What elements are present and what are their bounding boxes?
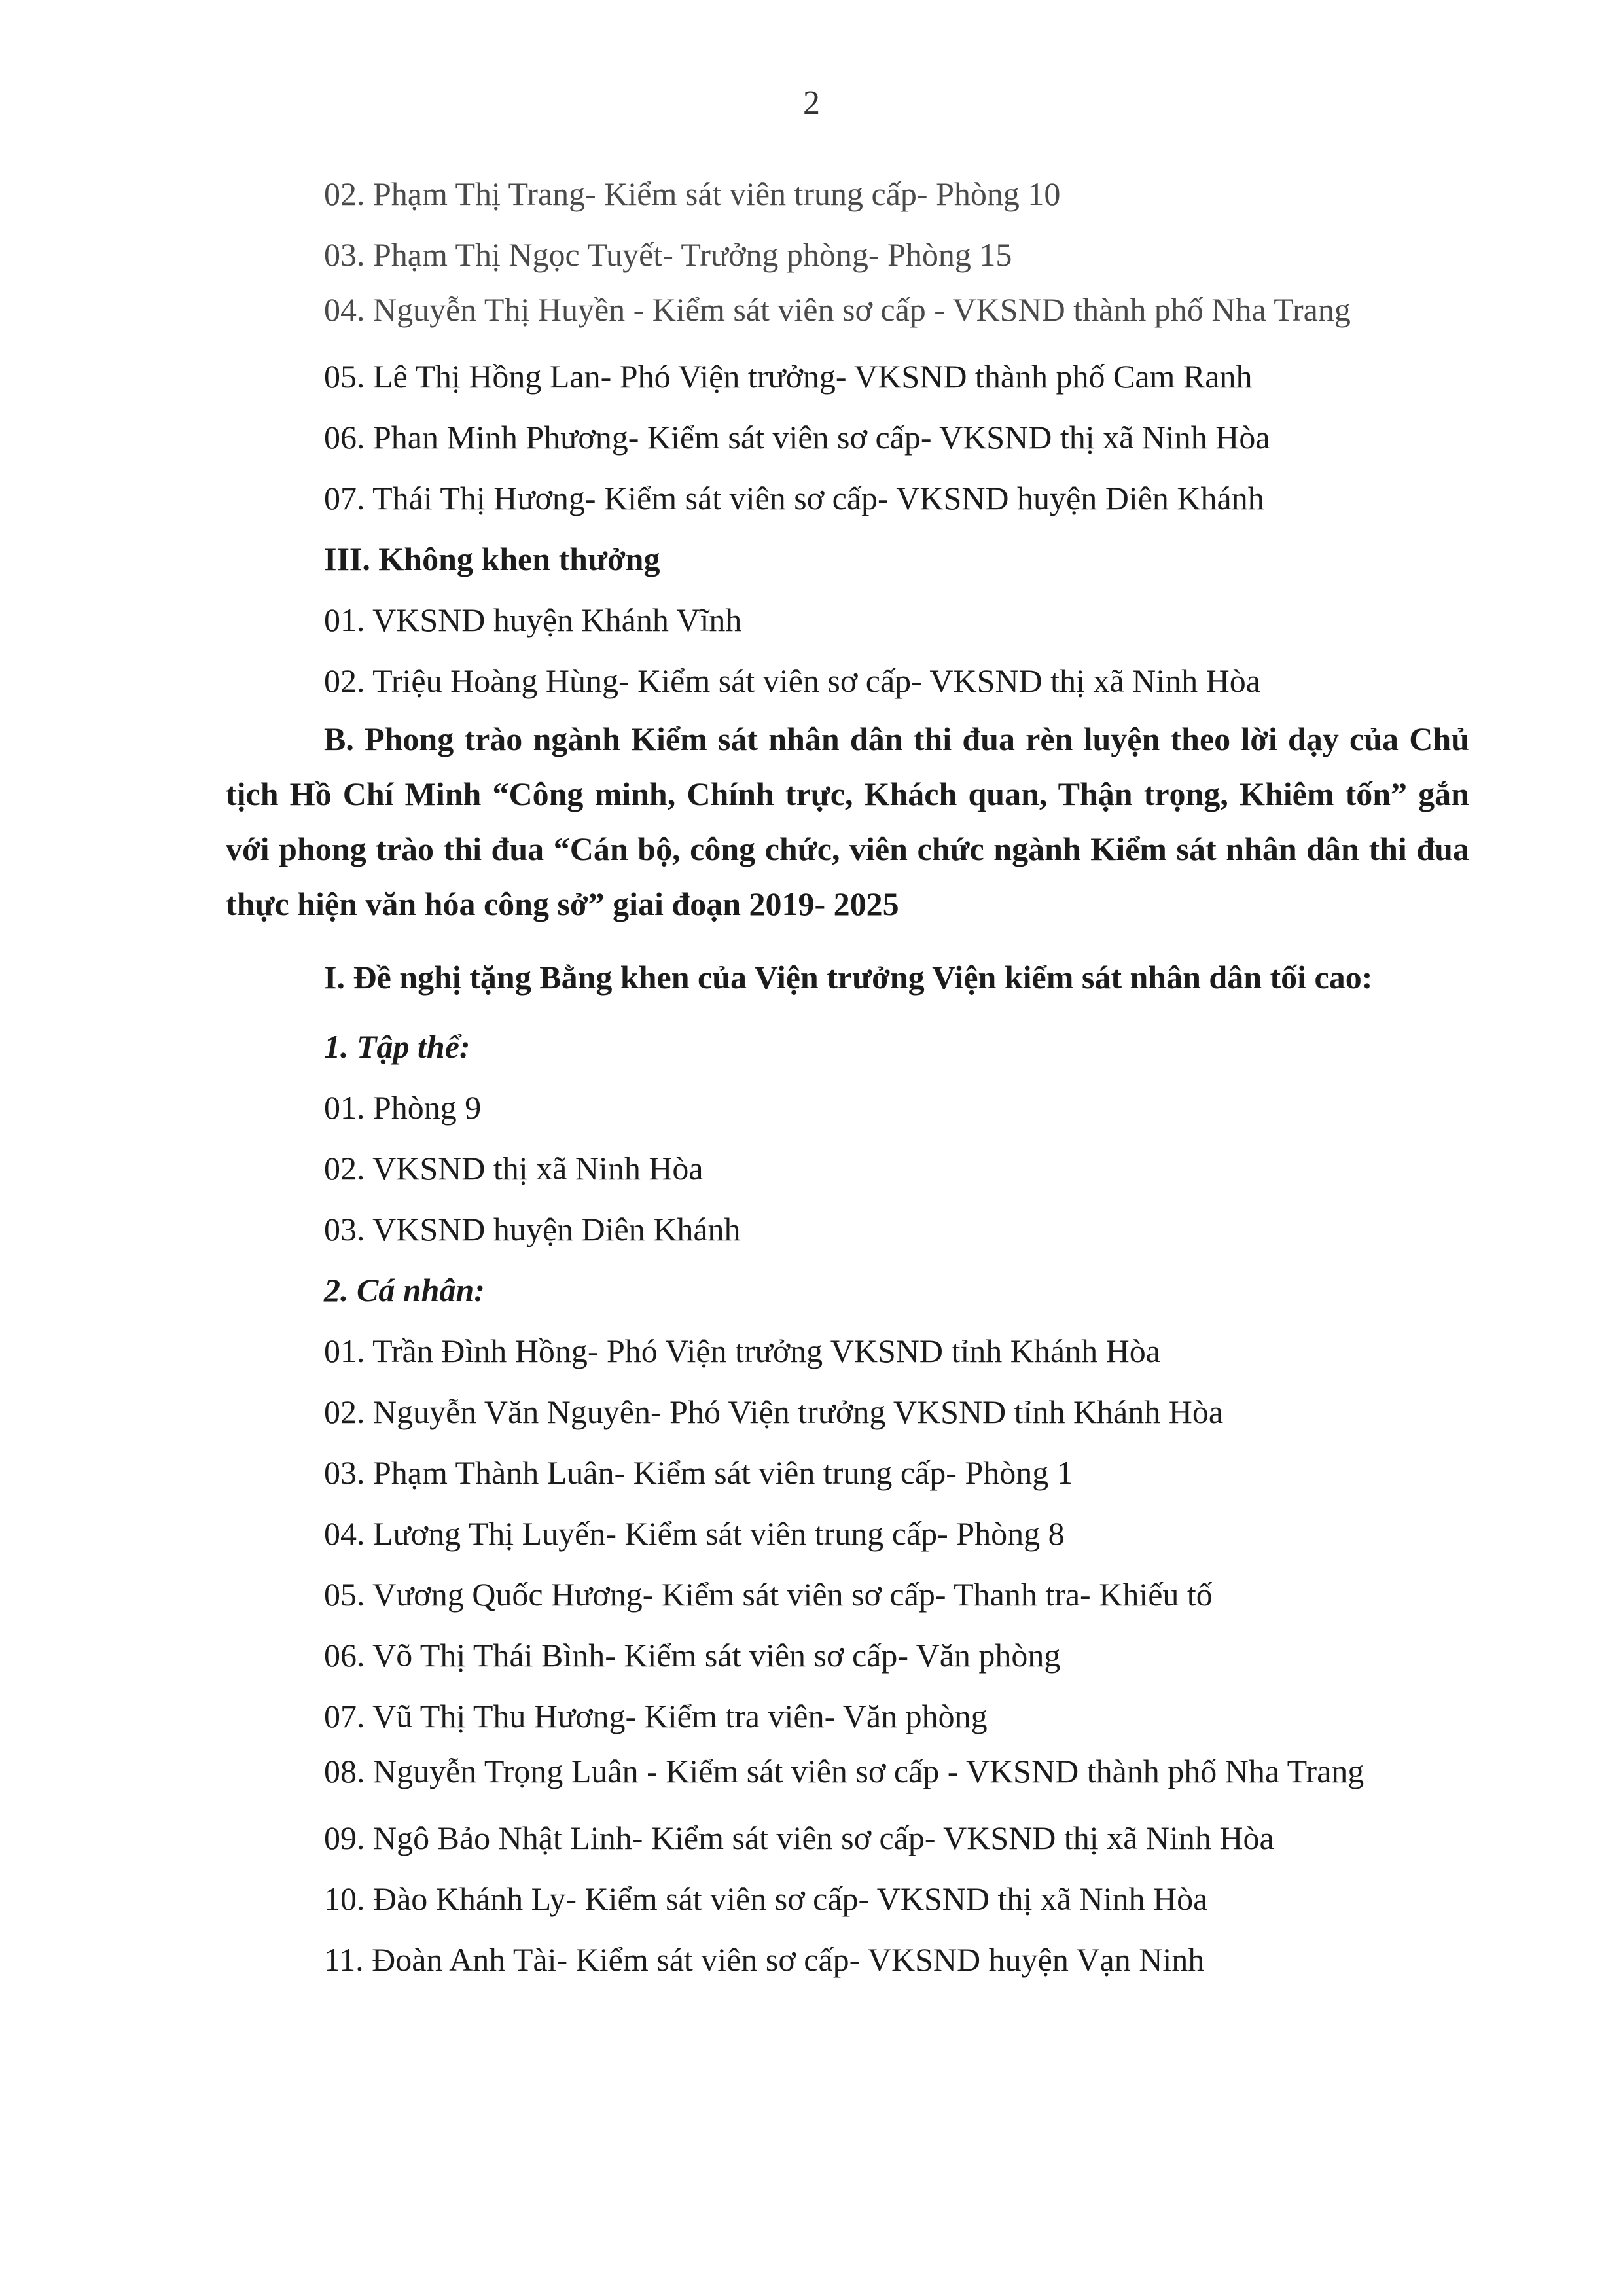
list-item: 05. Lê Thị Hồng Lan- Phó Viện trưởng- VKSND thành phố Cam Ranh — [324, 358, 1253, 395]
list-item: 11. Đoàn Anh Tài- Kiểm sát viên sơ cấp- VKSND huyện Vạn Ninh — [324, 1941, 1205, 1978]
list-item: 07. Vũ Thị Thu Hương- Kiểm tra viên- Văn phòng — [324, 1698, 988, 1734]
section-b-i-heading: I. Đề nghị tặng Bằng khen của Viện trưởng Viện kiểm sát nhân dân tối cao: — [324, 959, 1373, 996]
tap-the-label: 1. Tập thể: — [324, 1028, 471, 1065]
list-item: 02. Nguyễn Văn Nguyên- Phó Viện trưởng VKSND tỉnh Khánh Hòa — [324, 1393, 1224, 1430]
list-item: 03. Phạm Thị Ngọc Tuyết- Trưởng phòng- Phòng 15 — [324, 236, 1012, 273]
list-item: 02. VKSND thị xã Ninh Hòa — [324, 1150, 704, 1187]
list-item: 06. Phan Minh Phương- Kiểm sát viên sơ cấp- VKSND thị xã Ninh Hòa — [324, 419, 1270, 456]
list-item: 02. Triệu Hoàng Hùng- Kiểm sát viên sơ cấp- VKSND thị xã Ninh Hòa — [324, 662, 1260, 699]
list-item: 03. VKSND huyện Diên Khánh — [324, 1211, 741, 1247]
ca-nhan-label: 2. Cá nhân: — [324, 1272, 485, 1308]
list-item: 03. Phạm Thành Luân- Kiểm sát viên trung cấp- Phòng 1 — [324, 1454, 1073, 1491]
list-item: 07. Thái Thị Hương- Kiểm sát viên sơ cấp- VKSND huyện Diên Khánh — [324, 480, 1264, 516]
section-iii-heading: III. Không khen thưởng — [324, 541, 660, 577]
list-item: 05. Vương Quốc Hương- Kiểm sát viên sơ cấp- Thanh tra- Khiếu tố — [324, 1576, 1213, 1613]
page-number: 2 — [803, 84, 820, 122]
list-item: 04. Lương Thị Luyến- Kiểm sát viên trung cấp- Phòng 8 — [324, 1515, 1065, 1552]
list-item: 08. Nguyễn Trọng Luân - Kiểm sát viên sơ cấp - VKSND thành phố Nha Trang — [324, 1753, 1364, 1789]
list-item: 02. Phạm Thị Trang- Kiểm sát viên trung cấp- Phòng 10 — [324, 175, 1061, 212]
list-item: 01. VKSND huyện Khánh Vĩnh — [324, 601, 742, 638]
list-item: 04. Nguyễn Thị Huyền - Kiểm sát viên sơ cấp - VKSND thành phố Nha Trang — [324, 291, 1351, 328]
list-item: 09. Ngô Bảo Nhật Linh- Kiểm sát viên sơ cấp- VKSND thị xã Ninh Hòa — [324, 1820, 1274, 1856]
section-b-heading: B. Phong trào ngành Kiểm sát nhân dân thi đua rèn luyện theo lời dạy của Chủ tịch Hồ Chí Minh “Công minh, Chính trực, Khách quan, Thận trọng, Khiêm tốn” gắn với phong trào thi đua “Cán bộ, công chức, viên chức ngành Kiểm sát nhân dân thi đua thực hiện văn hóa công sở” giai đoạn 2019- 2025 — [226, 721, 1469, 922]
list-item: 10. Đào Khánh Ly- Kiểm sát viên sơ cấp- VKSND thị xã Ninh Hòa — [324, 1880, 1208, 1917]
document-body — [226, 164, 1469, 1990]
list-item: 01. Trần Đình Hồng- Phó Viện trưởng VKSND tỉnh Khánh Hòa — [324, 1333, 1160, 1369]
list-item: 01. Phòng 9 — [324, 1089, 482, 1126]
list-item: 06. Võ Thị Thái Bình- Kiểm sát viên sơ cấp- Văn phòng — [324, 1637, 1061, 1674]
